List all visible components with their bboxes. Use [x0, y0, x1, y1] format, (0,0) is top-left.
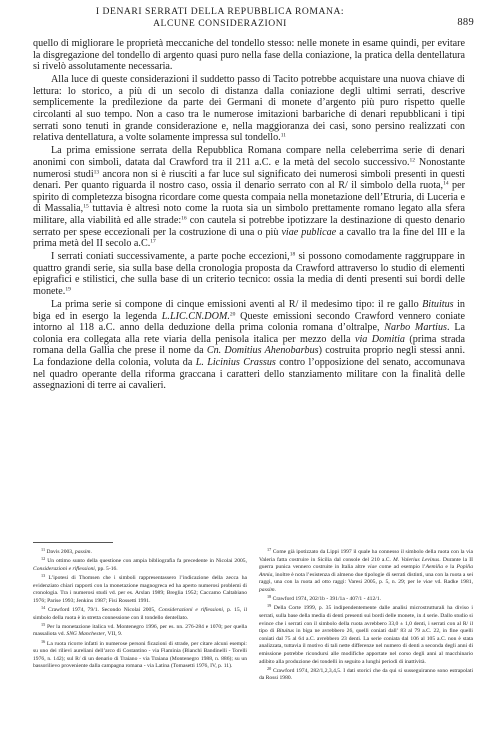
text-run: tuttavia è altresì noto come la ruota sia un simbolo prettamente romano legato alla sfera militare, alla viabilità ed alle strade:	[33, 203, 465, 226]
text-run: ancora non si è riusciti a far luce sul significato dei numerosi simboli presenti in questi denari. Per quanto riguarda il nostro caso, ossia il denario serrato con al R/ il simbolo della ruota,	[33, 168, 466, 192]
italic-text: SNG Manchester	[66, 631, 105, 638]
text-run: in biga ed in esergo la legenda	[33, 299, 465, 322]
footnote-ref: 15	[41, 621, 46, 627]
italic-text: passim	[74, 549, 91, 555]
footnote-divider	[33, 542, 113, 543]
text-run: .	[90, 549, 92, 555]
italic-text: Popilia Annia	[259, 564, 474, 578]
footnote-ref: 13	[41, 572, 46, 578]
footnote-ref: 19	[65, 286, 71, 293]
text-run: , p. 15, il simbolo della ruota è in stretta connessione con il tondello dentellato.	[33, 606, 248, 621]
footnote	[259, 665, 473, 683]
italic-text: Considerazioni e riflessioni	[33, 565, 95, 572]
text-run: vd. Radke 1981,	[432, 579, 473, 586]
footnote-ref: 20	[229, 311, 236, 318]
italic-text: L. Licinius Crassus	[195, 357, 276, 369]
footnote	[33, 558, 247, 573]
text-run: , VII, 9.	[104, 631, 123, 638]
body-text	[33, 38, 465, 393]
footnote-ref: 17	[267, 547, 272, 552]
italic-text: Cn. Domitius Ahenobarbus	[206, 345, 319, 357]
running-header	[70, 6, 370, 29]
italic-text: Bituitus	[422, 299, 454, 311]
footnote-ref: 11	[280, 132, 286, 139]
paragraph	[33, 38, 465, 73]
footnote-ref: 14	[41, 604, 46, 610]
text-run: si possono comodamente raggruppare in quattro grandi serie, sia sulla base della cronologia proposta da Crawford attraverso lo studio di elementi epigrafici e stilistici, che sulla base di un criterio tecnico: ossia la media di denti presenti sui bordi delle monete.	[33, 251, 465, 297]
text-run: quello di migliorare le proprietà meccaniche del tondello stesso: nelle monete in esame quindi, per evitare la disgregazione del tondello di argento quasi puro nella fase della coniazione, la pratica della dentellatura si rivelò assolutamente necessaria.	[33, 38, 465, 73]
text-run: Davis 2003,	[45, 549, 75, 555]
footnote	[33, 572, 247, 605]
text-run: (prima strada romana della Gallia che prese il nome da	[33, 333, 465, 357]
footnote-ref: 18	[267, 594, 272, 600]
text-run: Come già ipotizzato da Lippi 1997 il quale ha connesso il simbolo della ruota con la via Valeria fatta costruire in Sicilia dal console del 210 a.C.	[259, 549, 473, 563]
text-run: . La colonia era collegata alla rete viaria della penisola italica per mezzo della	[33, 322, 465, 345]
paragraph	[33, 299, 465, 392]
italic-text: viae publicae	[281, 226, 337, 238]
text-run: Un ottimo sunto della questione con ampia bibliografia fa precedente in Nicolai 2005,	[45, 558, 247, 565]
italic-text: viae	[367, 564, 377, 571]
footnote	[259, 605, 473, 666]
footnote	[33, 549, 247, 557]
footnote-ref: 15	[83, 203, 89, 210]
footnote	[33, 638, 247, 671]
footnote	[259, 549, 473, 595]
footnote-ref: 12	[41, 556, 46, 562]
text-run: come ad esempio l’	[376, 564, 426, 571]
text-run: La prima serie si compone di cinque emissioni aventi al R/ il medesimo tipo: il re gallo	[51, 299, 423, 311]
text-run: Crawford 1974, 282/1,2,3,4,5. I dati storici che da qui si susseguiranno sono estrapolati da Rossi 1980.	[259, 667, 473, 682]
text-run: con cautela si potrebbe ipotizzare la destinazione di questo denario serrato per spese eccezionali per la costruzione di una o più	[33, 214, 465, 238]
text-run: La ruota ricorre infatti in numerose personi ficazioni di strade, per citare alcuni esempi: su uno dei rilievi aureliani dell’arco di Costantino - via Flaminia (Bianchi Bandinelli - Torelli 1976, n. 142); sul R/ di un denario di Traiano - via Traiana (Montenegro 1988, n. 886); su un bassorilievo proveniente dalla campagna romana - via Latina (Tomasetti 1976, IV, p. 11).	[33, 640, 247, 670]
text-run: .	[274, 586, 276, 593]
paragraph	[33, 145, 465, 249]
text-run: contro l’opposizione del senato, accomunava nel quadro operante della riforma graccana i caratteri dello stanziamento militare con la finalità delle assegnazioni di terre ai cavalieri.	[33, 357, 466, 392]
text-run: Crawford 1974, 202/1b - 391/1a - 407/1 - 412/1.	[271, 596, 382, 603]
text-run: L’ipotesi di Thomsen che i simboli rappresentassero l’indicazione della zecca ha evidenziato chiari rapporti con la monetazione magnogreca ed ha aperto numerosi problemi di cronologia. Tra i numerosi studi vd. per es. Arslan 1989; Breglia 1952; Caccamo Caltabiano 1976; Parise 1993; Jenkins 1987; Fisi Rossetti 1991.	[33, 574, 247, 604]
text-run: Per la monetazione italica vd. Montenegro 1996, per es. nn. 276-284 e 1070; per quella massaliota vd.	[33, 623, 247, 638]
text-run: in biga ne avrebbero 26, quelli coniati dall’ 83 al 79 a.C. 22, in fine quelli coniati dal 75 al 64 a.C. avrebbero 23 denti. La serie coniata dal 106 al 105 a.C. non è stata analizzata, tuttavia il motivo di tali nette differenze nel numero di denti a seconda degli anni di emissione potrebbe ricondursi alle modifiche apportate nel corso degli anni al macchinario adibito alla produzione dei tondelli in seguito a lunghi periodi di inattività.	[259, 628, 473, 665]
text-run: a cavallo tra la fine del III e la prima metà del II secolo a.C.	[33, 226, 466, 250]
italic-text: L.LIC.CN.DOM.	[161, 310, 230, 322]
paragraph	[33, 74, 465, 144]
header-title-line2: ALCUNE CONSIDERAZIONI	[153, 17, 287, 29]
footnote-ref: 18	[289, 251, 296, 258]
header-title-line1: I DENARI SERRATI DELLA REPUBBLICA ROMANA:	[95, 6, 345, 17]
footnotes	[33, 549, 473, 683]
text-run: Queste emissioni secondo Crawford vennero coniate intorno al 118 a.C. anno della deduzione della prima colonia romana d’oltralpe,	[33, 310, 465, 334]
text-run: . Durante la II guerra punica vennero costruite in Italia altre	[259, 556, 474, 571]
italic-text: Aemilia	[425, 564, 444, 571]
footnote-ref: 17	[150, 238, 156, 245]
footnote-ref: 13	[93, 169, 100, 176]
text-run: per spirito di completezza bisogna ricordare come questa compaia nella monetazione dell’Etruria, di Luceria e di Massalia,	[33, 180, 465, 215]
italic-text: Considerazioni e riflessioni	[158, 606, 223, 613]
text-run: Della Corte 1999, p. 35 indipendentemente dalle analisi microstrutturali ha diviso i serrati, sulla base della media di denti presenti sui bordi delle monete, in 4 serie. Dallo studio si evince che i serrati con il simbolo della ruota avrebbero 33,0 ± 1,0 denti, i serrati con al R/ il tipo di	[259, 605, 473, 635]
text-run: I serrati coniati successivamente, a parte poche eccezioni,	[51, 251, 290, 263]
footnote-ref: 16	[41, 638, 46, 644]
text-run: e la	[443, 564, 457, 571]
footnote-ref: 16	[181, 215, 187, 222]
italic-text: passim	[259, 586, 275, 593]
italic-text: M. Valerius Levinus	[393, 556, 440, 563]
footnote-ref: 11	[41, 547, 46, 552]
text-run: La prima emissione serrata della Repubblica Romana compare nella celeberrima serie di denari anonimi con simboli, datata dal Crawford tra il 211 a.C. e la metà del secolo successivo.	[33, 145, 465, 168]
text-run: ) costruita proprio negli stessi anni. La fondazione della colonia, voluta da	[33, 345, 465, 369]
italic-text: viae	[423, 579, 433, 586]
footnote-ref: 20	[267, 665, 272, 671]
text-run: , inoltre è nota l’esistenza di almeno due tipologie di serrati distinti, una con la ruota a sei raggi, una con la ruota ad otto raggi: Varesi 2005, p. 5, n. 29; per le	[259, 571, 473, 586]
footnote-ref: 19	[267, 603, 272, 609]
footnote	[259, 596, 473, 604]
italic-text: Narbo Martius	[384, 322, 448, 334]
italic-text: Bituitus	[276, 628, 294, 635]
text-run: Alla luce di queste considerazioni il suddetto passo di Tacito potrebbe acquistare una nuova chiave di lettura: lo storico, a più di un secolo di distanza dalla coniazione degli ultimi serrati, descrive semplicemente la predilezione da parte dei Germani di monete d’argento più puro rispetto quelle circolanti al suo tempo. Non a caso tra le numerose imitazioni barbariche di denari repubblicani i tipi serrati sono tenuti in grande considerazione e, nella maggioranza dei casi, sono persino realizzati con relativa dentellatura, a volte solamente impressa sul tondello.	[33, 74, 465, 144]
italic-text: via Domitia	[354, 333, 405, 345]
page-number: 889	[457, 17, 474, 28]
text-run: Crawford 1974, 79/1. Secondo Nicolai 2005,	[45, 606, 159, 613]
footnote-ref: 14	[443, 180, 449, 187]
paragraph	[33, 251, 465, 297]
footnote	[33, 621, 247, 639]
text-run: Nonostante numerosi studi	[33, 156, 465, 180]
footnote	[33, 604, 248, 622]
footnote-ref: 12	[409, 157, 416, 164]
text-run: , pp. 5-16.	[94, 565, 118, 572]
